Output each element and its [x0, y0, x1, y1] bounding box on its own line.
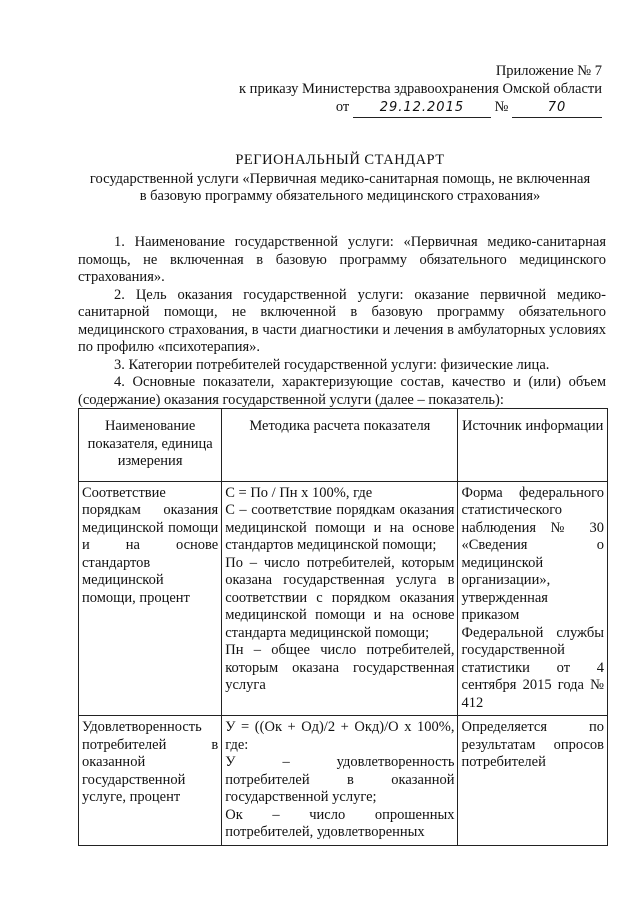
- row-1-name: Соответствие порядкам оказания медицинской помощи и на основе стандартов медицинской помощи, процент: [79, 481, 222, 716]
- row-1-method: [222, 481, 458, 716]
- header-source: Источник информации: [458, 409, 608, 482]
- paragraph-2: 2. Цель оказания государственной услуги: оказание первичной медико-санитарной помощи, не включенной в базовую программу обязательного медицинского страхования, в части диагностики и лечения в амбулаторных условиях по профилю «психотерапия».: [78, 286, 606, 355]
- row-2-method-line-3: Ок – число опрошенных потребителей, удовлетворенных: [225, 806, 455, 840]
- indicators-table: [78, 408, 608, 846]
- title-main: РЕГИОНАЛЬНЫЙ СТАНДАРТ: [235, 152, 445, 168]
- paragraph-3: 3. Категории потребителей государственной услуги: физические лица.: [114, 356, 550, 373]
- document-title: [70, 152, 610, 205]
- row-1-method-line-3: По – число потребителей, которым оказана государственная услуга в соответствии с порядком оказания медицинской помощи и на основе стандарта медицинской помощи;: [225, 554, 455, 641]
- row-1-method-line-2: С – соответствие порядкам оказания медицинской помощи и на основе стандартов медицинской помощи;: [225, 502, 455, 553]
- row-1-source: Форма федерального статистического наблюдения № 30 «Сведения о медицинской организации», утвержденная приказом Федеральной службы государственной статистики от 4 сентября 2015 года № 412: [458, 481, 608, 716]
- header-method: Методика расчета показателя: [222, 409, 458, 482]
- table-row: [79, 716, 608, 846]
- document-header: [239, 62, 602, 118]
- table-row: [79, 481, 608, 716]
- order-number: 70: [512, 99, 602, 118]
- order-date: 29.12.2015: [353, 99, 491, 118]
- order-reference: к приказу Министерства здравоохранения Омской области: [239, 81, 602, 97]
- header-indicator-name: Наименование показателя, единица измерения: [79, 409, 222, 482]
- from-label: от: [335, 99, 350, 115]
- document-body: [78, 222, 606, 409]
- title-line-1: государственной услуги «Первичная медико-санитарная помощь, не включенная: [89, 171, 591, 187]
- number-label: №: [494, 99, 509, 115]
- paragraph-1: 1. Наименование государственной услуги: «Первичная медико-санитарная помощь, не включенная в базовую программу обязательного медицинского страхования».: [78, 234, 606, 285]
- row-1-method-line-1: С = По / Пн х 100%, где: [225, 484, 373, 501]
- row-2-method-line-2: У – удовлетворенность потребителей в оказанной государственной услуге;: [225, 754, 455, 805]
- row-2-source: Определяется по результатам опросов потребителей: [458, 716, 608, 846]
- row-2-name: Удовлетворенность потребителей в оказанной государственной услуге, процент: [79, 716, 222, 846]
- appendix-label: Приложение № 7: [495, 63, 602, 79]
- paragraph-4: 4. Основные показатели, характеризующие состав, качество и (или) объем (содержание) оказания государственной услуги (далее – показатель):: [78, 374, 606, 408]
- title-line-2: в базовую программу обязательного медицинского страхования»: [139, 188, 541, 204]
- row-2-method: [222, 716, 458, 846]
- row-1-method-line-4: Пн – общее число потребителей, которым оказана государственная услуга: [225, 642, 455, 693]
- order-date-number: [239, 98, 602, 118]
- row-2-method-line-1: У = ((Ок + Од)/2 + Окд)/О х 100%, где:: [225, 719, 455, 753]
- table-header-row: [79, 409, 608, 482]
